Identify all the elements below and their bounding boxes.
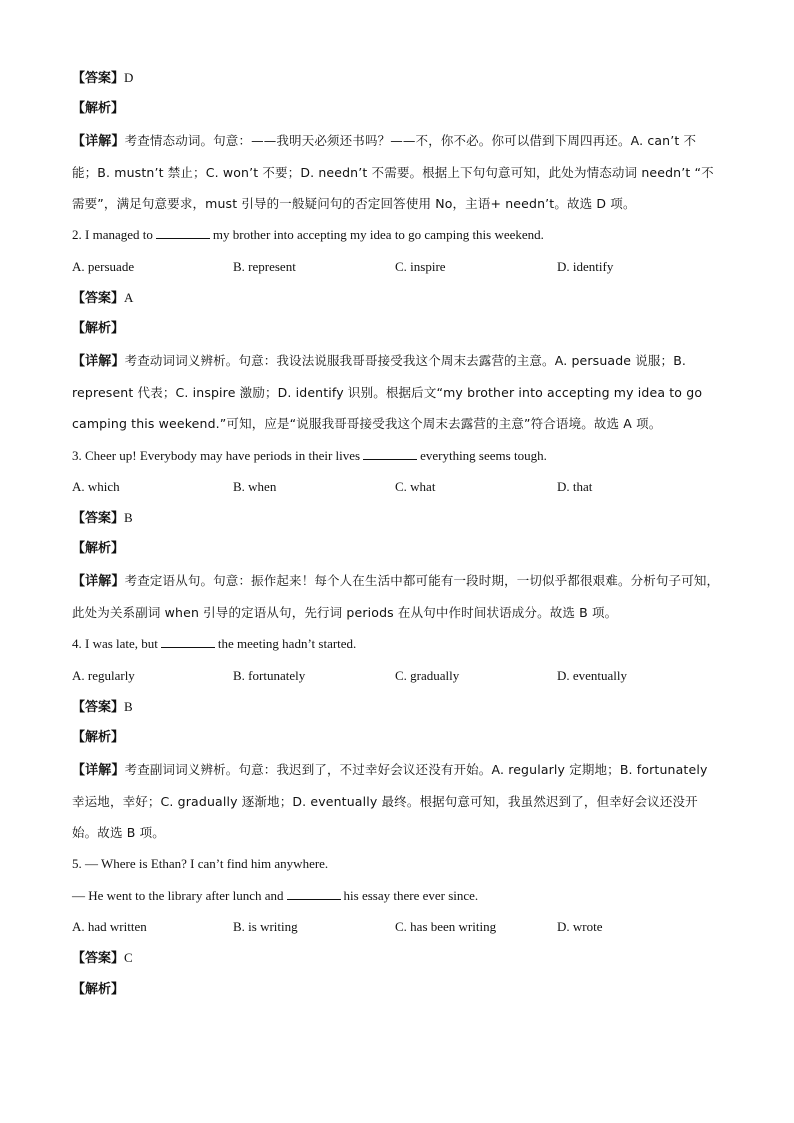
detail-text: 考查动词词义辨析。句意：我设法说服我哥哥接受我这个周末去露营的主意。A. persuade 说服；B. represent 代表；C. inspire 激励；D. identify 识别。根据后文“my brother into accepting my idea to go camping this weekend.”可知，应是“说服我哥哥接受我这个周末去露营的主意”符合语境。故选 A 项。 xyxy=(72,352,703,432)
option-d: D. identify xyxy=(557,258,614,274)
detail-paragraph-q3 xyxy=(72,565,720,629)
question-stem-q4: 4. I was late, but the meeting hadn’t started. xyxy=(72,636,357,652)
analysis-label-q4 xyxy=(72,722,722,753)
analysis-label-q2 xyxy=(72,313,722,344)
answer-value: C xyxy=(124,950,133,966)
option-b: B. when xyxy=(233,478,277,494)
answer-value: B xyxy=(124,698,133,714)
option-b: B. is writing xyxy=(233,919,298,935)
analysis-label: 【解析】 xyxy=(72,321,125,337)
answer-value: A xyxy=(124,290,134,306)
answer-value: B xyxy=(124,510,133,526)
option-c: C. has been writing xyxy=(395,919,497,935)
question-stem-q2: 2. I managed to my brother into accepting my idea to go camping this weekend. xyxy=(72,227,544,243)
answer-blank xyxy=(287,887,341,900)
option-c: C. gradually xyxy=(395,667,460,683)
analysis-label: 【解析】 xyxy=(72,101,125,117)
answer-value: D xyxy=(124,70,134,85)
answer-label: 【答案】 xyxy=(72,699,125,715)
option-c: C. what xyxy=(395,478,436,494)
question-stem-q3: 3. Cheer up! Everybody may have periods in their lives everything seems tough. xyxy=(72,447,547,463)
option-b: B. fortunately xyxy=(233,667,306,683)
question-stem-q5-line1: 5. — Where is Ethan? I can’t find him anywhere. xyxy=(72,856,329,872)
answer-line-q4 xyxy=(72,691,722,722)
answer-line-q1 xyxy=(72,62,722,93)
analysis-label-q5 xyxy=(72,974,722,1005)
option-a: A. which xyxy=(72,478,120,494)
option-a: A. regularly xyxy=(72,667,135,683)
detail-label: 【详解】 xyxy=(72,133,125,149)
detail-label: 【详解】 xyxy=(72,762,125,778)
detail-paragraph-q1 xyxy=(72,125,720,220)
question-stem-q5-line2: — He went to the library after lunch and his essay there ever since. xyxy=(72,887,479,903)
options-q3 xyxy=(72,471,722,502)
detail-text: 考查副词词义辨析。句意：我迟到了，不过幸好会议还没有开始。A. regularly 定期地；B. fortunately 幸运地，幸好；C. gradually 逐渐地；D. eventually 最终。根据句意可知，我虽然迟到了，但幸好会议还没开始。故选 B 项。 xyxy=(72,761,708,841)
document-page xyxy=(72,62,722,1005)
analysis-label-q1 xyxy=(72,93,722,124)
analysis-label: 【解析】 xyxy=(72,981,125,997)
options-q4 xyxy=(72,660,722,691)
option-c: C. inspire xyxy=(395,258,446,274)
answer-blank xyxy=(156,226,210,239)
analysis-label-q3 xyxy=(72,533,722,564)
answer-line-q2 xyxy=(72,282,722,313)
answer-blank xyxy=(363,447,417,460)
detail-label: 【详解】 xyxy=(72,353,125,369)
analysis-label: 【解析】 xyxy=(72,541,125,557)
answer-label: 【答案】 xyxy=(72,511,125,527)
answer-label: 【答案】 xyxy=(72,291,125,307)
answer-line-q3 xyxy=(72,502,722,533)
answer-blank xyxy=(161,635,215,648)
option-a: A. had written xyxy=(72,919,147,935)
answer-label: 【答案】 xyxy=(72,71,125,86)
detail-paragraph-q4 xyxy=(72,754,720,849)
answer-label: 【答案】 xyxy=(72,951,125,967)
option-d: D. wrote xyxy=(557,919,603,935)
detail-label: 【详解】 xyxy=(72,573,125,589)
options-q5 xyxy=(72,911,722,942)
analysis-label: 【解析】 xyxy=(72,730,125,746)
option-d: D. eventually xyxy=(557,667,628,683)
answer-line-q5 xyxy=(72,942,722,973)
detail-text: 考查定语从句。句意：振作起来！每个人在生活中都可能有一段时期，一切似乎都很艰难。分析句子可知，此处为关系副词 when 引导的定语从句，先行词 periods 在从句中作时间状语成分。故选 B 项。 xyxy=(72,572,720,621)
detail-paragraph-q2 xyxy=(72,345,720,440)
option-d: D. that xyxy=(557,478,593,494)
detail-text: 考查情态动词。句意：——我明天必须还书吗？——不，你不必。你可以借到下周四再还。A. can’t 不能；B. mustn’t 禁止；C. won’t 不要；D. needn’t 不需要。根据上下句句意可知，此处为情态动词 needn’t “不需要”，满足句意要求，must 引导的一般疑问句的否定回答使用 No，主语+ needn’t。故选 D 项。 xyxy=(72,132,714,212)
option-b: B. represent xyxy=(233,258,296,274)
option-a: A. persuade xyxy=(72,258,135,274)
options-q2 xyxy=(72,251,722,282)
